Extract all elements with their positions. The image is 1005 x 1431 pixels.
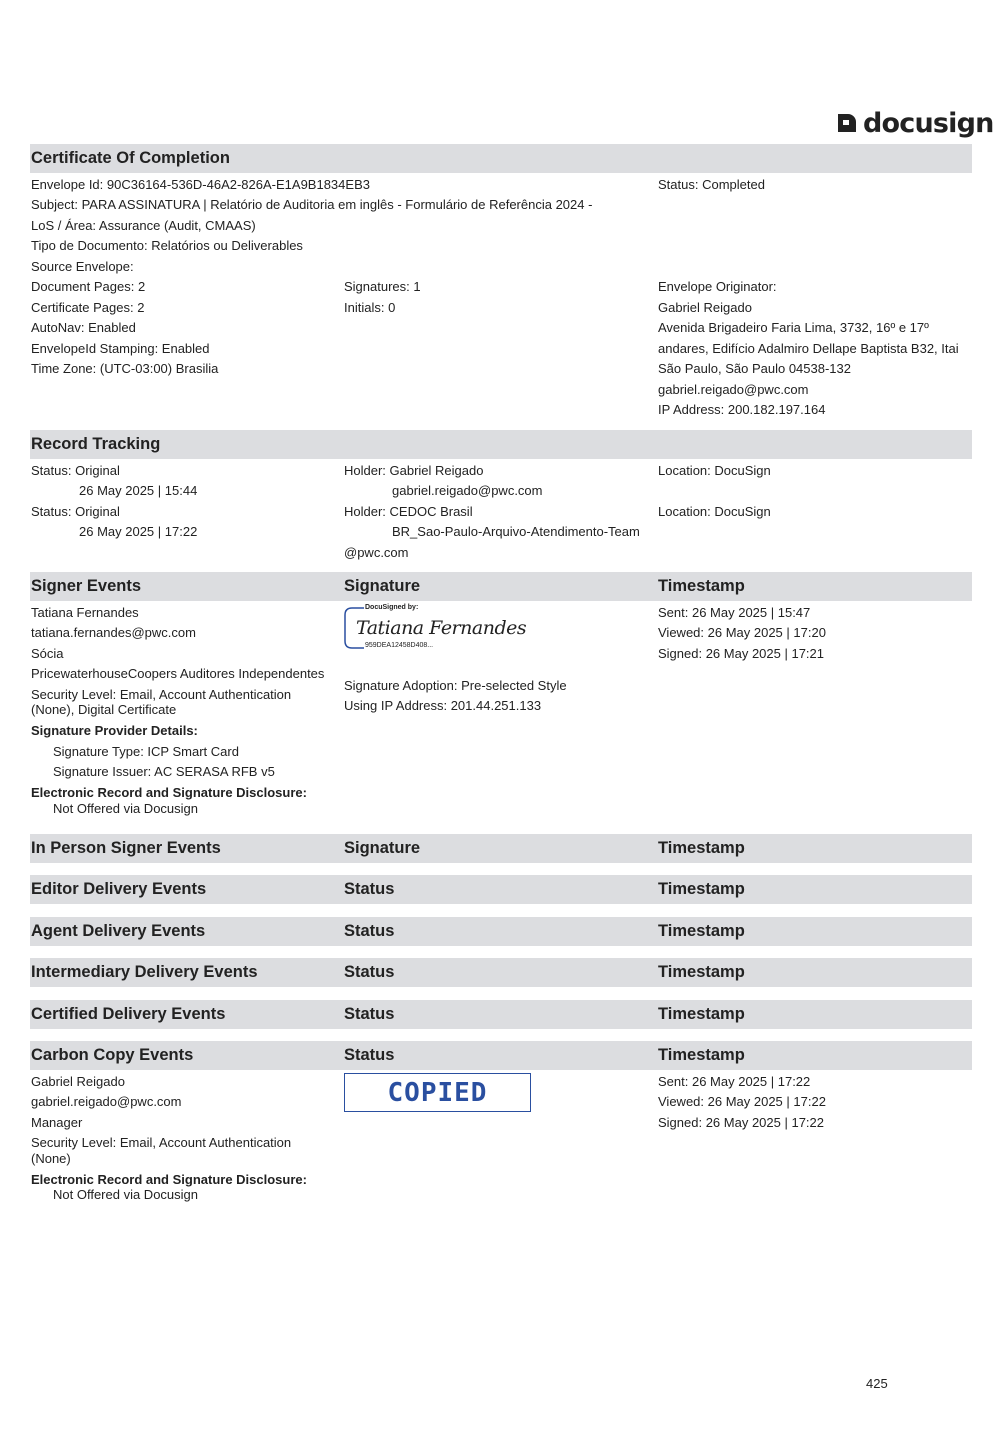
timestamp-column-header: Timestamp bbox=[658, 577, 745, 595]
signer-company: PricewaterhouseCoopers Auditores Independentes bbox=[31, 666, 325, 681]
cc-disclosure-label: Electronic Record and Signature Disclosure: bbox=[31, 1172, 307, 1187]
editor-delivery-events-bar bbox=[30, 875, 972, 904]
record-holder-email: BR_Sao-Paulo-Arquivo-Atendimento-Team bbox=[392, 524, 640, 539]
certificate-pages: Certificate Pages: 2 bbox=[31, 300, 145, 315]
envelope-stamping: EnvelopeId Stamping: Enabled bbox=[31, 341, 210, 356]
cc-disclosure-value: Not Offered via Docusign bbox=[53, 1187, 198, 1202]
section-title: Intermediary Delivery Events bbox=[31, 963, 258, 981]
signer-ip: Using IP Address: 201.44.251.133 bbox=[344, 698, 542, 713]
section-col3: Timestamp bbox=[658, 880, 745, 898]
docusign-logo-icon bbox=[836, 112, 858, 134]
section-title: Agent Delivery Events bbox=[31, 922, 206, 940]
signer-viewed: Viewed: 26 May 2025 | 17:20 bbox=[658, 625, 826, 640]
section-col2: Signature bbox=[344, 839, 421, 857]
signer-security-level-cont: (None), Digital Certificate bbox=[31, 702, 177, 717]
section-col3: Timestamp bbox=[658, 839, 745, 857]
agent-delivery-events-bar bbox=[30, 917, 972, 946]
cc-signed: Signed: 26 May 2025 | 17:22 bbox=[658, 1115, 824, 1130]
cc-sent: Sent: 26 May 2025 | 17:22 bbox=[658, 1074, 811, 1089]
section-col3: Timestamp bbox=[658, 922, 745, 940]
record-location: Location: DocuSign bbox=[658, 463, 771, 478]
docusign-logo bbox=[836, 107, 994, 139]
signer-email: tatiana.fernandes@pwc.com bbox=[31, 625, 196, 640]
disclosure-value: Not Offered via Docusign bbox=[53, 801, 198, 816]
signer-sent: Sent: 26 May 2025 | 15:47 bbox=[658, 605, 811, 620]
signature-image bbox=[344, 604, 527, 653]
envelope-id: Envelope Id: 90C36164-536D-46A2-826A-E1A9B1834EB3 bbox=[31, 177, 370, 192]
signer-events-header: Signer Events bbox=[31, 577, 142, 595]
certificate-header-bar bbox=[30, 144, 972, 173]
section-col2: Status bbox=[344, 880, 395, 898]
certificate-header: Certificate Of Completion bbox=[31, 149, 230, 167]
disclosure-label: Electronic Record and Signature Disclosure: bbox=[31, 785, 307, 800]
time-zone: Time Zone: (UTC-03:00) Brasilia bbox=[31, 361, 219, 376]
signer-title: Sócia bbox=[31, 646, 64, 661]
record-holder-email-domain: @pwc.com bbox=[344, 545, 409, 560]
cc-email: gabriel.reigado@pwc.com bbox=[31, 1094, 182, 1109]
originator-address-3: São Paulo, São Paulo 04538-132 bbox=[658, 361, 851, 376]
originator-address-2: andares, Edifício Adalmiro Dellape Baptista B32, Itai bbox=[658, 341, 959, 356]
document-pages: Document Pages: 2 bbox=[31, 279, 146, 294]
record-date: 26 May 2025 | 17:22 bbox=[79, 524, 198, 539]
section-title: In Person Signer Events bbox=[31, 839, 221, 857]
record-tracking-header: Record Tracking bbox=[31, 435, 161, 453]
section-col2: Status bbox=[344, 963, 395, 981]
section-title: Editor Delivery Events bbox=[31, 880, 207, 898]
cc-viewed: Viewed: 26 May 2025 | 17:22 bbox=[658, 1094, 826, 1109]
copied-stamp: COPIED bbox=[344, 1073, 531, 1112]
signer-events-header-bar bbox=[30, 572, 972, 601]
section-col2: Status bbox=[344, 1005, 395, 1023]
timestamp-column-header: Timestamp bbox=[658, 1046, 745, 1064]
signatures-count: Signatures: 1 bbox=[344, 279, 421, 294]
cc-title: Manager bbox=[31, 1115, 83, 1130]
section-title: Certified Delivery Events bbox=[31, 1005, 226, 1023]
cc-security-level: Security Level: Email, Account Authentication bbox=[31, 1135, 292, 1150]
section-col3: Timestamp bbox=[658, 1005, 745, 1023]
section-col3: Timestamp bbox=[658, 963, 745, 981]
initials-count: Initials: 0 bbox=[344, 300, 396, 315]
docusigned-by-label: DocuSigned by: bbox=[365, 604, 419, 611]
signer-name: Tatiana Fernandes bbox=[31, 605, 139, 620]
originator-email: gabriel.reigado@pwc.com bbox=[658, 382, 809, 397]
carbon-copy-events-header-bar bbox=[30, 1041, 972, 1070]
record-holder: Holder: Gabriel Reigado bbox=[344, 463, 484, 478]
cc-name: Gabriel Reigado bbox=[31, 1074, 125, 1089]
record-tracking-header-bar bbox=[30, 430, 972, 459]
originator-ip: IP Address: 200.182.197.164 bbox=[658, 402, 826, 417]
docusign-wordmark: docusign bbox=[863, 107, 994, 139]
signature-column-header: Signature bbox=[344, 577, 421, 595]
certified-delivery-events-bar bbox=[30, 1000, 972, 1029]
autonav: AutoNav: Enabled bbox=[31, 320, 136, 335]
cc-security-level-cont: (None) bbox=[31, 1151, 71, 1166]
signature-type: Signature Type: ICP Smart Card bbox=[53, 744, 239, 759]
originator-address-1: Avenida Brigadeiro Faria Lima, 3732, 16º e 17º bbox=[658, 320, 929, 335]
carbon-copy-header: Carbon Copy Events bbox=[31, 1046, 194, 1064]
page-number: 425 bbox=[866, 1376, 888, 1391]
envelope-status: Status: Completed bbox=[658, 177, 765, 192]
originator-label: Envelope Originator: bbox=[658, 279, 777, 294]
record-holder: Holder: CEDOC Brasil bbox=[344, 504, 473, 519]
signature-adoption: Signature Adoption: Pre-selected Style bbox=[344, 678, 567, 693]
originator-name: Gabriel Reigado bbox=[658, 300, 752, 315]
record-location: Location: DocuSign bbox=[658, 504, 771, 519]
record-status: Status: Original bbox=[31, 463, 120, 478]
record-holder-email: gabriel.reigado@pwc.com bbox=[392, 483, 543, 498]
signature-id: 959DEA12458D408... bbox=[365, 642, 434, 649]
subject: Subject: PARA ASSINATURA | Relatório de Auditoria em inglês - Formulário de Referência 2024 - bbox=[31, 197, 593, 212]
los-area: LoS / Área: Assurance (Audit, CMAAS) bbox=[31, 218, 256, 233]
document-type: Tipo de Documento: Relatórios ou Deliverables bbox=[31, 238, 303, 253]
section-col2: Status bbox=[344, 922, 395, 940]
signer-signed: Signed: 26 May 2025 | 17:21 bbox=[658, 646, 824, 661]
status-column-header: Status bbox=[344, 1046, 395, 1064]
source-envelope: Source Envelope: bbox=[31, 259, 134, 274]
signer-security-level: Security Level: Email, Account Authentication bbox=[31, 687, 292, 702]
signature-script: Tatiana Fernandes bbox=[356, 617, 527, 639]
record-status: Status: Original bbox=[31, 504, 120, 519]
record-date: 26 May 2025 | 15:44 bbox=[79, 483, 198, 498]
signature-issuer: Signature Issuer: AC SERASA RFB v5 bbox=[53, 764, 275, 779]
intermediary-delivery-events-bar bbox=[30, 958, 972, 987]
in-person-signer-events-bar bbox=[30, 834, 972, 863]
signature-provider-label: Signature Provider Details: bbox=[31, 723, 198, 738]
